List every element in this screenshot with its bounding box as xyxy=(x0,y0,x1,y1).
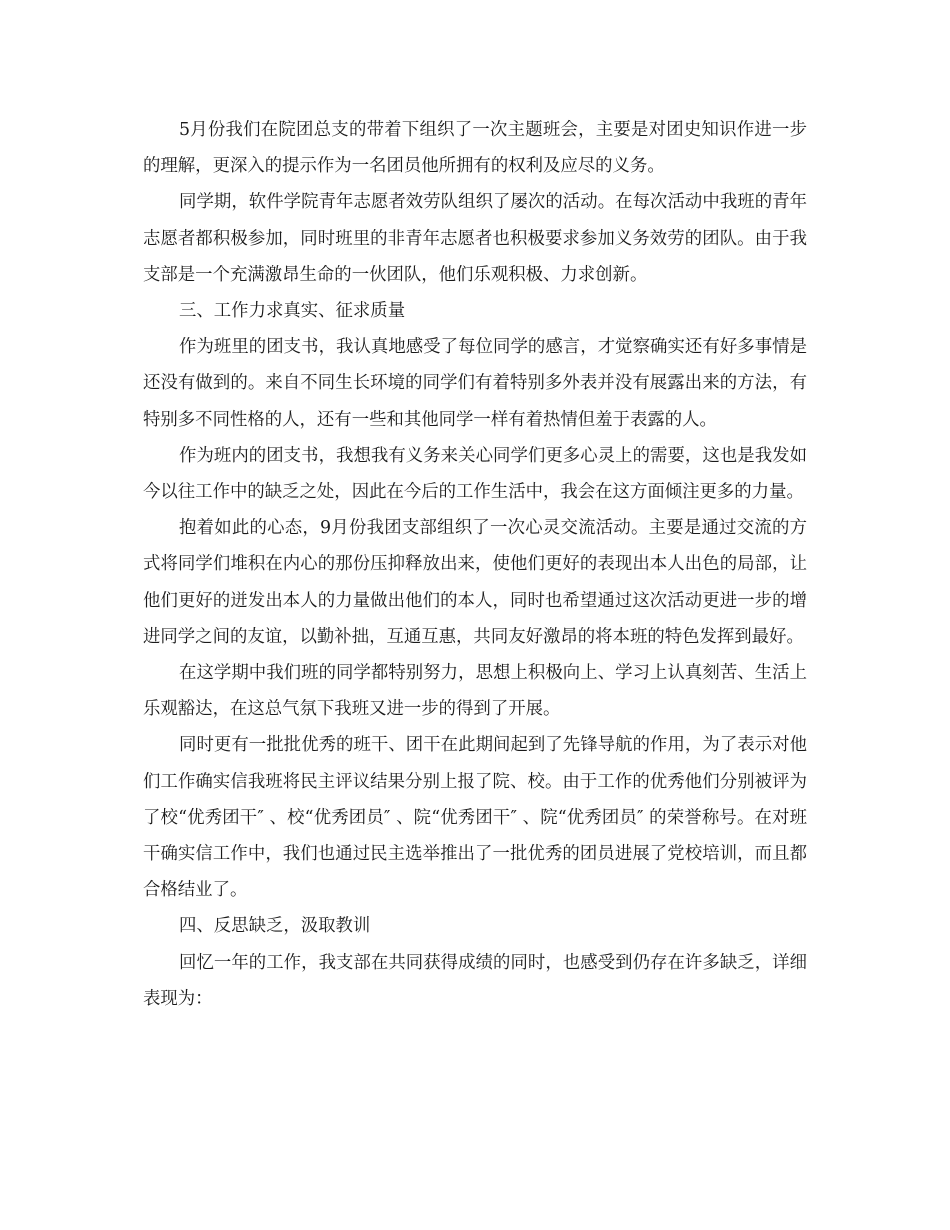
section-heading-three: 三、工作力求真实、征求质量 xyxy=(179,301,406,322)
paragraph-year-review: 回忆一年的工作，我支部在共同获得成绩的同时，也感受到仍存在许多缺乏，详细表现为： xyxy=(143,952,807,1009)
paragraph-volunteer-service: 同学期，软件学院青年志愿者效劳队组织了屡次的活动。在每次活动中我班的青年志愿者都积极参加，同时班里的非青年志愿者也积极要求参加义务效劳的团队。由于我支部是一个充满激昂生命的一伙团队，他们乐观积极、力求创新。 xyxy=(143,192,807,285)
paragraph-class-effort: 在这学期中我们班的同学都特别努力，思想上积极向上、学习上认真刻苦、生活上乐观豁达，在这总气氛下我班又进一步的得到了开展。 xyxy=(143,663,807,720)
document-body xyxy=(143,112,807,1017)
paragraph-class-meeting: 5月份我们在院团总支的带着下组织了一次主题班会，主要是对团史知识作进一步的理解，更深入的提示作为一名团员他所拥有的权利及应尽的义务。 xyxy=(143,120,807,177)
section-heading-four: 四、反思缺乏，汲取教训 xyxy=(179,916,371,937)
paragraph-care-for-classmates: 作为班内的团支书，我想我有义务来关心同学们更多心灵上的需要，这也是我发如今以往工作中的缺乏之处，因此在今后的工作生活中，我会在这方面倾注更多的力量。 xyxy=(143,445,807,503)
paragraph-secretary-reflection: 作为班里的团支书，我认真地感受了每位同学的感言，才觉察确实还有好多事情是还没有做到的。来自不同生长环境的同学们有着特别多外表并没有展露出来的方法，有特别多不同性格的人，还有一些和其他同学一样有着热情但羞于表露的人。 xyxy=(143,337,807,430)
paragraph-outstanding-cadres: 同时更有一批批优秀的班干、团干在此期间起到了先锋导航的作用，为了表示对他们工作确实信我班将民主评议结果分别上报了院、校。由于工作的优秀他们分别被评为了校“优秀团干″ 、校“优秀团员″ 、院“优秀团干″ 、院“优秀团员″ 的荣誉称号。在对班干确实信工作中，我们也通过民主选举推出了一批优秀的团员进展了党校培训，而且都合格结业了。 xyxy=(143,735,807,901)
paragraph-heart-exchange-activity: 抱着如此的心态，9月份我团支部组织了一次心灵交流活动。主要是通过交流的方式将同学们堆积在内心的那份压抑释放出来，使他们更好的表现出本人出色的局部，让他们更好的迸发出本人的力量做出他们的本人，同时也希望通过这次活动更进一步的增进同学之间的友谊，以勤补拙，互通互惠，共同友好激昂的将本班的特色发挥到最好。 xyxy=(143,518,807,647)
